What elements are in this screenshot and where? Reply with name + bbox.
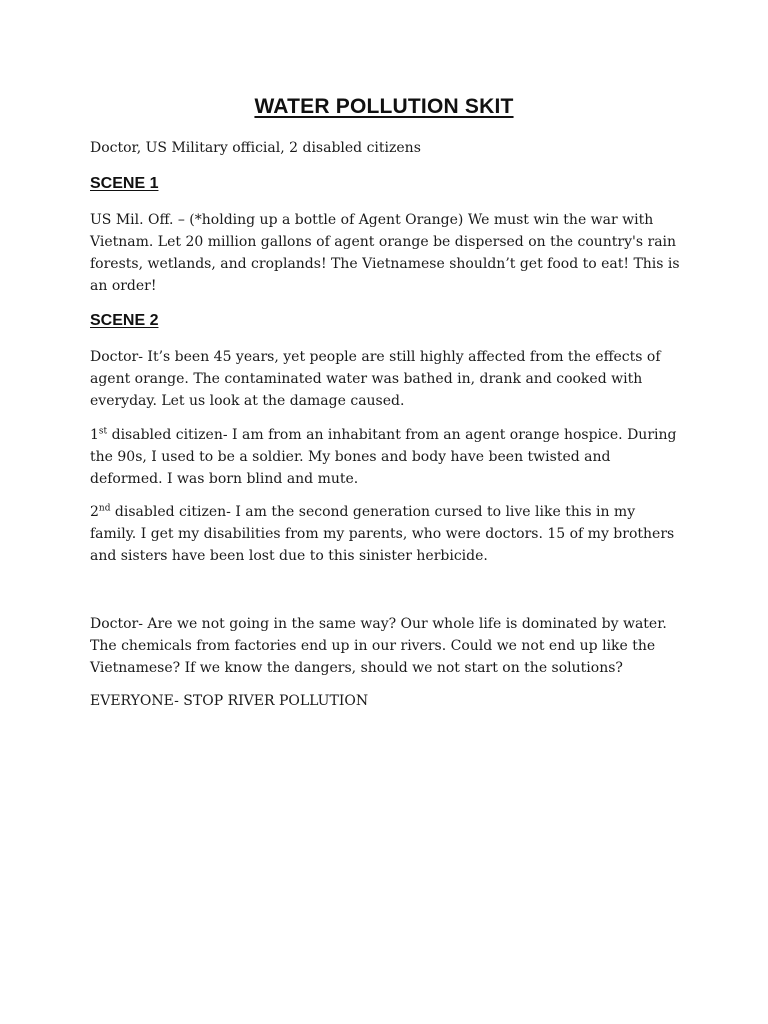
- scene-1-military-line: US Mil. Off. – (*holding up a bottle of Agent Orange) We must win the war with Vietnam. Let 20 million gallons of agent orange be dispersed on the country's rain forests, wetlands, and croplands! The Vietnamese shouldn’t get food to eat! This is an order!: [90, 212, 680, 294]
- document-title: WATER POLLUTION SKIT: [254, 95, 514, 118]
- citizen-2-ordinal: 2: [90, 504, 99, 520]
- scene-2-doctor-line: Doctor- It’s been 45 years, yet people are still highly affected from the effects of agent orange. The contaminated water was bathed in, drank and cooked with everyday. Let us look at the damage caused.: [90, 349, 661, 409]
- scene-1-heading: SCENE 1: [90, 175, 159, 192]
- doctor-closing-line: Doctor- Are we not going in the same way? Our whole life is dominated by water. The chemicals from factories end up in our rivers. Could we not end up like the Vietnamese? If we know the dangers, should we not start on the solutions?: [90, 616, 667, 676]
- everyone-line: EVERYONE- STOP RIVER POLLUTION: [90, 693, 369, 709]
- citizen-2-ordinal-suffix: nd: [98, 503, 111, 514]
- citizen-1-ordinal-suffix: st: [98, 426, 108, 437]
- citizen-1-text: disabled citizen- I am from an inhabitant from an agent orange hospice. During the 90s, I used to be a soldier. My bones and body have been twisted and deformed. I was born blind and mute.: [90, 427, 677, 487]
- citizen-2-text: disabled citizen- I am the second generation cursed to live like this in my family. I get my disabilities from my parents, who were doctors. 15 of my brothers and sisters have been lost due to this sinister herbicide.: [90, 504, 675, 564]
- scene-2-heading: SCENE 2: [90, 312, 159, 329]
- citizen-2-line: [90, 501, 680, 567]
- cast-list: Doctor, US Military official, 2 disabled citizens: [90, 140, 421, 156]
- citizen-1-line: [90, 424, 680, 490]
- citizen-1-ordinal: 1: [90, 427, 99, 443]
